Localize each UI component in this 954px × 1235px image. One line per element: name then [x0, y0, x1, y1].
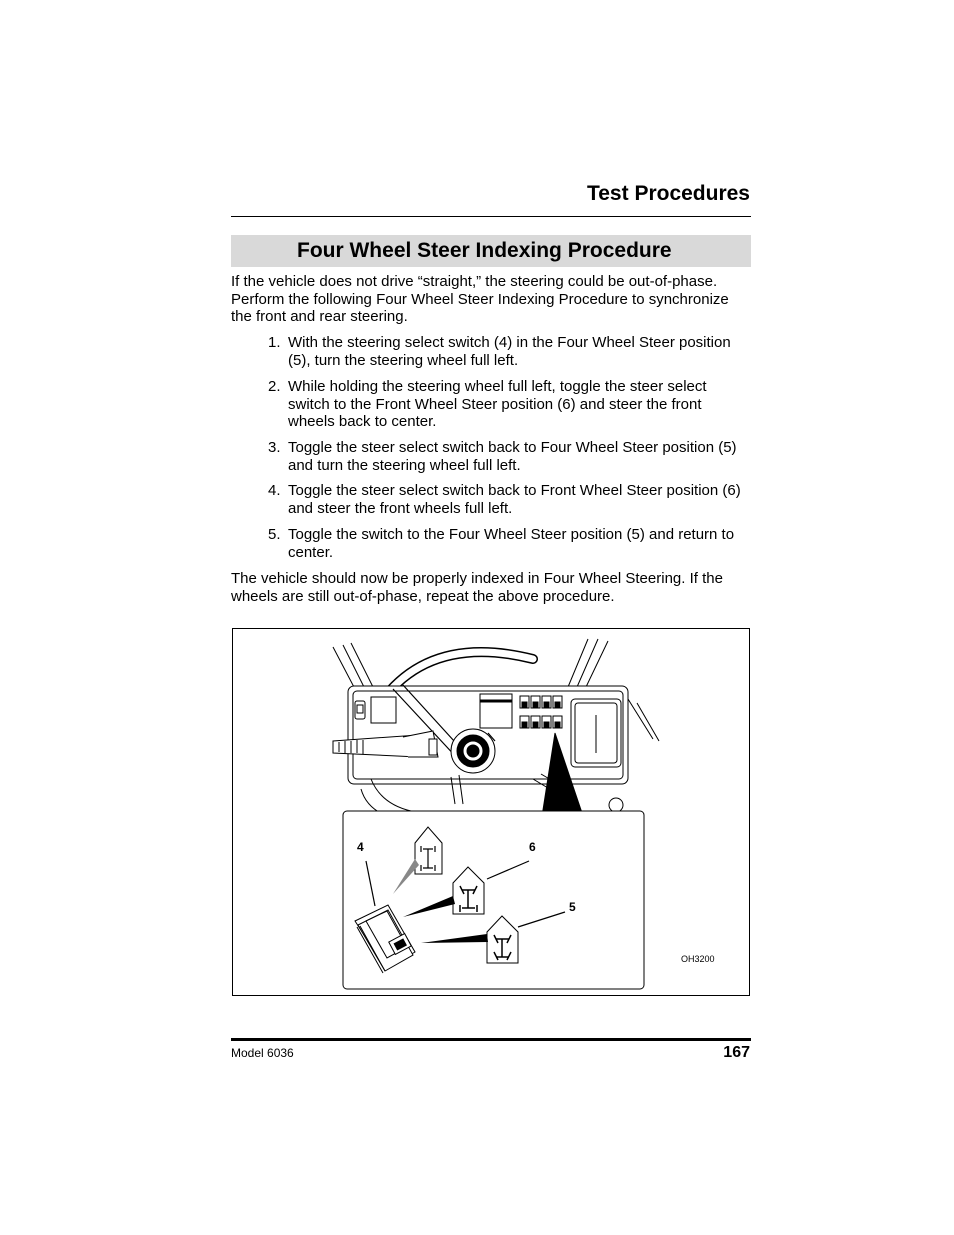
step-text: Toggle the steer select switch back to Front Wheel Steer position (6) and steer the front wheels full left. [288, 482, 741, 517]
step-text: Toggle the steer select switch back to Four Wheel Steer position (5) and turn the steering wheel full left. [288, 439, 737, 474]
procedure-banner [231, 235, 751, 267]
section-title: Test Procedures [586, 182, 750, 205]
intro-paragraph: If the vehicle does not drive “straight,” the steering could be out-of-phase. Perform the following Four Wheel Steer Indexing Procedure to synchronize the front and rear steering. [231, 273, 729, 325]
footer-rule [231, 1038, 751, 1041]
callout-6: 6 [529, 840, 536, 854]
conclusion-paragraph: The vehicle should now be properly indexed in Four Wheel Steering. If the wheels are still out-of-phase, repeat the above procedure. [231, 570, 723, 605]
step-number: 2. [268, 378, 281, 395]
dashboard-illustration [232, 628, 750, 996]
step-3 [268, 439, 752, 474]
step-number: 1. [268, 334, 281, 351]
callout-4: 4 [357, 840, 364, 854]
step-number: 3. [268, 439, 281, 456]
step-text: Toggle the switch to the Four Wheel Steer position (5) and return to center. [288, 526, 735, 561]
step-text: While holding the steering wheel full left, toggle the steer select switch to the Front Wheel Steer position (6) and steer the front wheels back to center. [288, 378, 707, 430]
model-label: Model 6036 [231, 1046, 294, 1060]
step-text: With the steering select switch (4) in the Four Wheel Steer position (5), turn the steering wheel full left. [288, 334, 731, 369]
dashboard-drawing [233, 629, 751, 997]
step-4 [268, 482, 752, 517]
page-number: 167 [723, 1044, 750, 1061]
step-1 [268, 334, 752, 369]
header-rule [231, 216, 751, 217]
step-number: 5. [268, 526, 281, 543]
step-5 [268, 526, 752, 561]
procedure-title: Four Wheel Steer Indexing Procedure [297, 239, 672, 262]
figure-code: OH3200 [681, 954, 715, 964]
step-2 [268, 378, 752, 431]
step-number: 4. [268, 482, 281, 499]
callout-5: 5 [569, 900, 576, 914]
